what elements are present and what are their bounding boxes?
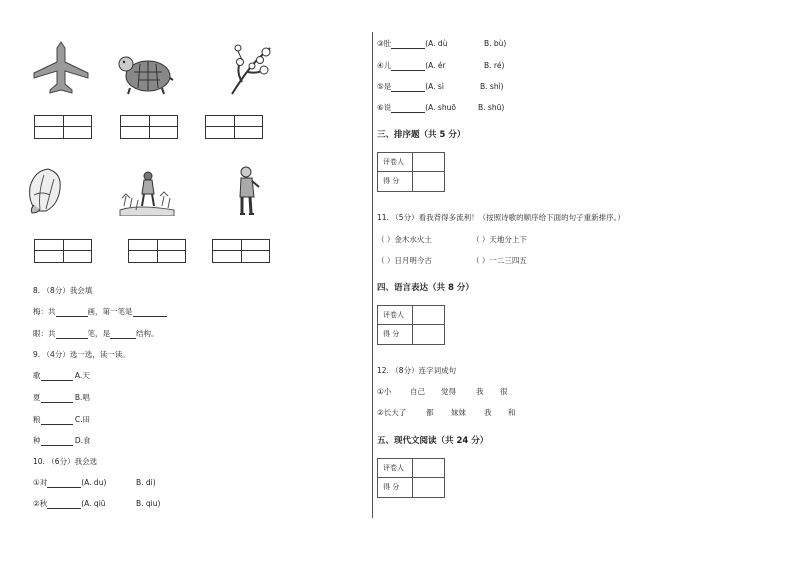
q10-option-b: B. ré) — [484, 61, 505, 70]
q9-row: 歌 A.天 — [33, 371, 90, 380]
q10-row: ②秋 (A. qiū — [33, 499, 106, 508]
q9-title: 9. （4分）选一选，读一读。 — [33, 350, 130, 359]
q12-title: 12. （8分）连字词成句 — [377, 366, 457, 375]
column-divider — [372, 32, 373, 518]
word: 妹妹 — [451, 408, 466, 417]
answer-blank[interactable] — [47, 479, 81, 488]
score-box: 评卷人 得 分 — [377, 305, 445, 345]
answer-blank[interactable] — [41, 372, 73, 381]
answer-blank[interactable] — [391, 83, 425, 92]
q9-row: 夏 B.唱 — [33, 393, 90, 402]
answer-blank[interactable] — [41, 416, 73, 425]
q10-row: ①对 (A. du) — [33, 478, 107, 487]
writing-grid[interactable] — [120, 115, 178, 139]
answer-blank[interactable] — [56, 330, 88, 339]
writing-grid[interactable] — [205, 115, 263, 139]
q10-option-b: B. bù) — [484, 39, 507, 48]
q10-row: ⑥说 (A. shuō — [377, 103, 456, 112]
word: 我 — [484, 408, 492, 417]
word: 都 — [426, 408, 434, 417]
section-5-title: 五、现代文阅读（共 24 分） — [377, 436, 489, 446]
word: 很 — [500, 387, 508, 396]
q10-option-b: B. di) — [136, 478, 156, 487]
score-box: 评卷人 得 分 — [377, 458, 445, 498]
answer-blank[interactable] — [391, 40, 425, 49]
writing-grid[interactable] — [34, 115, 92, 139]
word: ②长大了 — [377, 408, 407, 417]
sort-item: （ ）一二三四五 — [472, 256, 527, 265]
answer-blank[interactable] — [133, 308, 167, 317]
q9-row: 粮 C.田 — [33, 415, 91, 424]
airplane-picture — [32, 40, 90, 95]
section-4-title: 四、语言表达（共 8 分） — [377, 283, 474, 293]
answer-blank[interactable] — [56, 308, 88, 317]
writing-grid[interactable] — [34, 239, 92, 263]
word: 和 — [508, 408, 516, 417]
section-3-title: 三、排序题（共 5 分） — [377, 130, 466, 140]
answer-blank[interactable] — [47, 500, 81, 509]
turtle-picture — [116, 50, 174, 96]
q10-option-b: B. qiu) — [136, 499, 161, 508]
word: 我 — [476, 387, 484, 396]
answer-blank[interactable] — [110, 330, 136, 339]
sort-item: （ ）日月明今古 — [377, 256, 432, 265]
q11-title: 11. （5分）看我背得多流利！（按照诗歌的顺序给下面的句子重新排序。） — [377, 213, 625, 222]
q10-title: 10. （6分）我会选 — [33, 457, 98, 466]
q8-line-2: 眼：共 笔，是 结构。 — [33, 329, 159, 338]
cabbage-picture — [24, 165, 66, 215]
word: ①小 — [377, 387, 392, 396]
q10-row: ③肚 (A. dù — [377, 39, 448, 48]
answer-blank[interactable] — [41, 437, 73, 446]
plum-blossom-picture — [228, 42, 274, 96]
q10-row: ④儿 (A. ér — [377, 61, 446, 70]
writing-grid[interactable] — [212, 239, 270, 263]
elderly-person-picture — [232, 165, 262, 217]
q10-row: ⑤是 (A. sì — [377, 82, 444, 91]
farmer-in-field-picture — [118, 170, 176, 216]
q10-option-b: B. shū) — [478, 103, 505, 112]
q8-title: 8. （8分）我会填 — [33, 286, 93, 295]
q8-line-1: 梅：共 画，第一笔是 — [33, 307, 167, 317]
q10-option-b: B. shì) — [480, 82, 504, 91]
q9-row: 种 D.食 — [33, 436, 91, 445]
score-box: 评卷人 得 分 — [377, 152, 445, 192]
answer-blank[interactable] — [391, 62, 425, 71]
word: 自己 — [410, 387, 425, 396]
answer-blank[interactable] — [41, 394, 73, 403]
word: 觉得 — [441, 387, 456, 396]
writing-grid[interactable] — [128, 239, 186, 263]
answer-blank[interactable] — [391, 104, 425, 113]
sort-item: （ ）天地分上下 — [472, 235, 527, 244]
sort-item: （ ）金木水火土 — [377, 235, 432, 244]
